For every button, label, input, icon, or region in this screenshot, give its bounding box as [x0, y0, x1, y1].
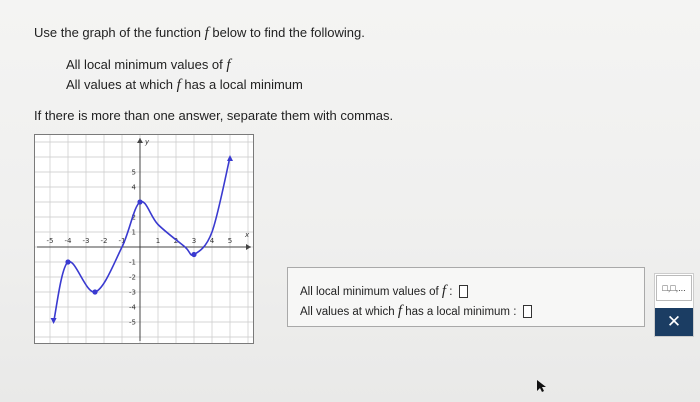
row2-prefix: All values at which: [300, 306, 395, 318]
curve-end-arrow-icon: [227, 155, 233, 161]
y-axis-arrow-icon: [137, 138, 143, 143]
answer-row-min-locations: [300, 303, 532, 320]
x-tick-label: 1: [155, 237, 161, 245]
function-curve: [54, 157, 233, 322]
question-item-2: [66, 77, 303, 94]
x-axis-arrow-icon: [246, 244, 251, 250]
y-tick-label: -2: [129, 273, 136, 282]
answer-panel: [287, 267, 645, 327]
question-note: If there is more than one answer, separate them with commas.: [34, 108, 394, 123]
curve-start-arrow-icon: [51, 318, 57, 324]
x-tick-label: 4: [209, 237, 215, 245]
y-tick-label: -1: [129, 258, 136, 267]
question-item-1: [66, 57, 231, 74]
x-axis-label: x: [245, 231, 250, 239]
item2-function-symbol: f: [176, 77, 181, 93]
curve-point-marker: [92, 289, 97, 294]
x-tick-label: 5: [227, 237, 233, 245]
item1-function-symbol: f: [226, 57, 231, 73]
x-tick-label: -1: [118, 237, 126, 245]
row1-function-symbol: f: [441, 283, 447, 299]
y-tick-label: 5: [131, 168, 136, 177]
item2-suffix: has a local minimum: [184, 77, 303, 92]
x-tick-label: -3: [82, 237, 90, 245]
question-intro: [34, 25, 365, 42]
y-tick-label: 1: [131, 228, 136, 237]
row2-function-symbol: f: [397, 303, 402, 319]
curve-point-marker: [65, 259, 70, 264]
answer-row-min-values: [300, 283, 468, 300]
y-tick-label: 2: [131, 213, 136, 222]
y-axis-label: y: [145, 138, 150, 146]
intro-function-symbol: f: [204, 25, 209, 41]
row2-suffix: has a local minimum :: [405, 306, 517, 318]
x-tick-label: -2: [100, 237, 108, 245]
mouse-cursor-icon: [536, 379, 548, 393]
comma-list-button[interactable]: □,□,...: [656, 275, 692, 301]
y-tick-label: -3: [129, 288, 136, 297]
intro-prefix: Use the graph of the function: [34, 25, 201, 40]
item2-prefix: All values at which: [66, 77, 173, 92]
graph-canvas: [35, 135, 253, 343]
y-tick-label: 4: [131, 183, 136, 192]
clear-button[interactable]: ✕: [655, 308, 693, 336]
intro-suffix: below to find the following.: [212, 25, 365, 40]
x-tick-label: 2: [173, 237, 179, 245]
row1-suffix: :: [449, 286, 453, 298]
curve-point-marker: [137, 199, 142, 204]
item1-prefix: All local minimum values of: [66, 57, 223, 72]
y-tick-label: -4: [129, 303, 136, 312]
x-tick-label: 3: [191, 237, 197, 245]
y-tick-label: -5: [129, 318, 136, 327]
curve-point-marker: [191, 252, 196, 257]
min-values-input[interactable]: [459, 285, 468, 298]
x-tick-label: -5: [46, 237, 54, 245]
answer-tools: [654, 273, 694, 337]
min-locations-input[interactable]: [523, 305, 532, 318]
row1-prefix: All local minimum values of: [300, 286, 439, 298]
x-tick-label: -4: [64, 237, 72, 245]
function-graph: [34, 134, 254, 344]
